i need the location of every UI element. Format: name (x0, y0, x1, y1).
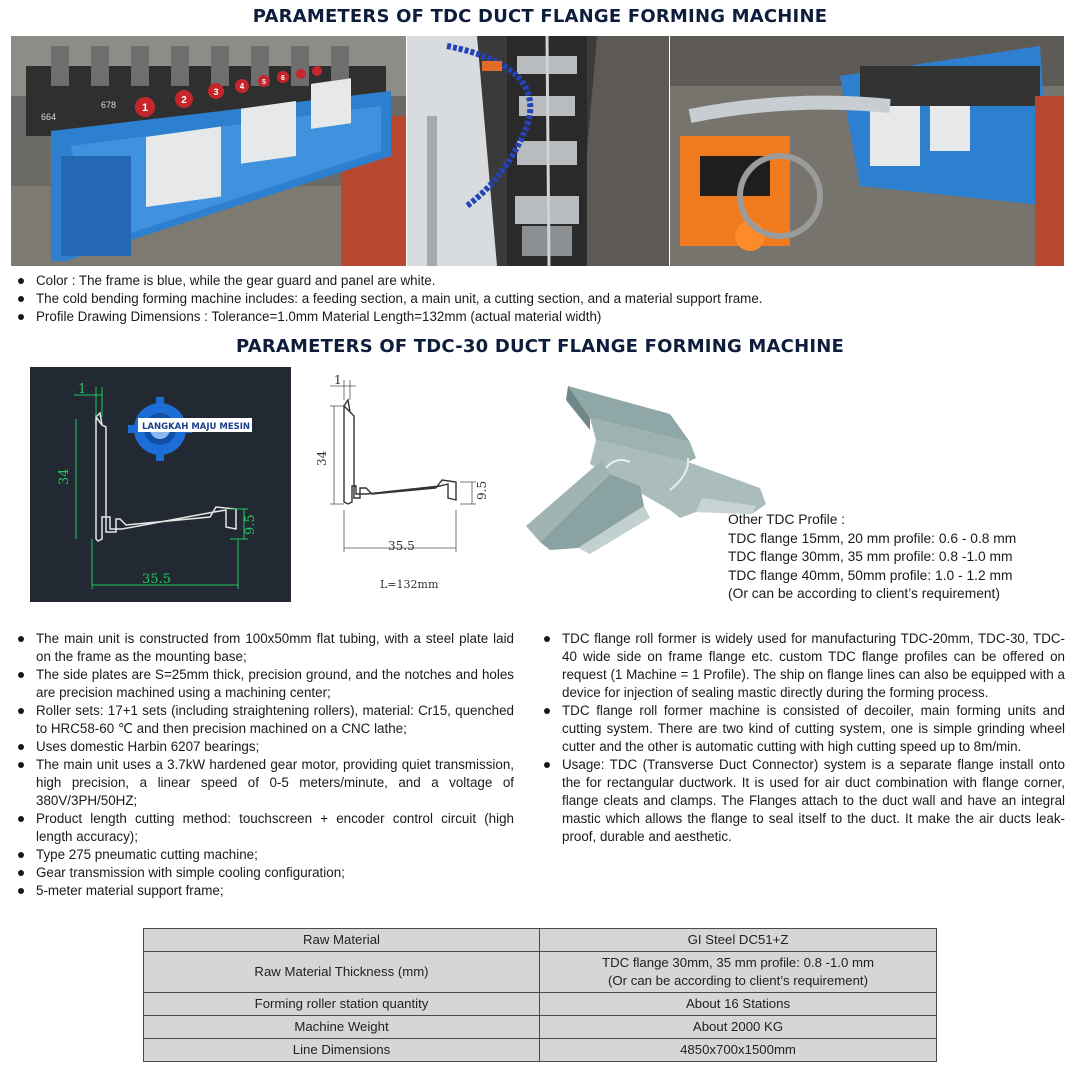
station-number: 1 (141, 102, 149, 114)
station-number: 5 (262, 79, 266, 86)
table-cell-key: Raw Material (144, 929, 540, 952)
table-row (144, 929, 937, 952)
list-item: Color : The frame is blue, while the gear guard and panel are white. (14, 272, 1064, 290)
page-title: PARAMETERS OF TDC DUCT FLANGE FORMING MACHINE (252, 6, 828, 27)
feature-list-top (14, 272, 1064, 326)
list-item: TDC flange roll former machine is consisted of decoiler, main forming units and cutting system. There are two kind of cutting system, one is simple grinding wheel cutter and the other is automatic cutting with high cutting speed up to 8m/min. (540, 702, 1065, 756)
list-item: 5-meter material support frame; (14, 882, 514, 900)
list-item: The side plates are S=25mm thick, precision ground, and the notches and holes are precision machined using a machining center; (14, 666, 514, 702)
table-cell-key: Raw Material Thickness (mm) (144, 952, 540, 993)
dim-height-label: 34 (315, 450, 329, 466)
table-cell-value: GI Steel DC51+Z (540, 929, 937, 952)
station-number: 6 (281, 75, 285, 82)
list-item: Usage: TDC (Transverse Duct Connector) system is a separate flange install onto the for rectangular ductwork. It is used for air duct combination with flange corner, flange cleats and clamps. The Flanges attach to the duct wall and have an integral mastic which allows the flange to seal itself to the duct. It make the air ducts leak-proof, durable and aesthetic. (540, 756, 1065, 846)
table-cell-value-line: TDC flange 30mm, 35 mm profile: 0.8 -1.0 mm (602, 955, 874, 970)
list-item: TDC flange roll former is widely used for manufacturing TDC-20mm, TDC-30, TDC-40 wide side on frame flange etc. custom TDC flange profiles can be offered on request (1 Machine = 1 Profile). The ship on flange lines can also be equipped with a device for injection of sealing mastic directly during the forming process. (540, 630, 1065, 702)
station-number: 3 (213, 87, 219, 97)
station-number: 4 (239, 82, 245, 91)
other-profile-line: TDC flange 40mm, 50mm profile: 1.0 - 1.2 mm (728, 567, 1013, 583)
dim-width-label: 35.5 (142, 572, 171, 587)
list-item: Type 275 pneumatic cutting machine; (14, 846, 514, 864)
section-title: PARAMETERS OF TDC-30 DUCT FLANGE FORMING MACHINE (236, 336, 844, 357)
table-cell-value: About 2000 KG (540, 1016, 937, 1039)
profile-drawing-light (300, 370, 500, 600)
company-logo (128, 397, 252, 461)
dim-width-label: 35.5 (388, 539, 415, 553)
dim-top-label: 1 (334, 373, 342, 387)
other-profile-heading: Other TDC Profile : (728, 512, 846, 527)
table-cell-key: Forming roller station quantity (144, 993, 540, 1016)
dim-height-label: 34 (57, 468, 72, 485)
table-cell-value: 4850x700x1500mm (540, 1039, 937, 1062)
dim-top-label: 1 (78, 382, 87, 397)
other-profile-line: TDC flange 15mm, 20 mm profile: 0.6 - 0.8 mm (728, 530, 1017, 546)
list-item: Gear transmission with simple cooling configuration; (14, 864, 514, 882)
spec-table (143, 928, 937, 1062)
list-item: Uses domestic Harbin 6207 bearings; (14, 738, 514, 756)
list-item: The main unit uses a 3.7kW hardened gear motor, providing quiet transmission, high precision, a linear speed of 0-5 meters/minute, and a voltage of 380V/3PH/50HZ; (14, 756, 514, 810)
table-cell-value (540, 952, 937, 993)
length-label: L=132mm (380, 578, 439, 591)
table-row (144, 1039, 937, 1062)
table-cell-value-line: (Or can be according to client’s requirement) (608, 973, 868, 988)
table-cell-value: About 16 Stations (540, 993, 937, 1016)
table-row (144, 1016, 937, 1039)
table-row (144, 952, 937, 993)
description-list (540, 630, 1065, 846)
other-profile-line: TDC flange 30mm, 35 mm profile: 0.8 -1.0 mm (728, 549, 1013, 564)
dim-lip-label: 9.5 (243, 514, 258, 535)
list-item: The cold bending forming machine includes: a feeding section, a main unit, a cutting section, and a material support frame. (14, 290, 1064, 308)
other-profile-line: (Or can be according to client’s requirement) (728, 586, 1000, 601)
list-item: Roller sets: 17+1 sets (including straightening rollers), material: Cr15, quenched to HRC58-60 ℃ and then precision machined on a CNC lathe; (14, 702, 514, 738)
table-row (144, 993, 937, 1016)
machine-photo-front (11, 36, 406, 266)
table-cell-key: Line Dimensions (144, 1039, 540, 1062)
part-tag: 678 (101, 100, 117, 110)
svg-text:LANGKAH MAJU MESIN: LANGKAH MAJU MESIN (142, 422, 251, 432)
list-item: The main unit is constructed from 100x50mm flat tubing, with a steel plate laid on the frame as the mounting base; (14, 630, 514, 666)
dim-lip-label: 9.5 (475, 480, 489, 500)
list-item: Product length cutting method: touchscreen + encoder control circuit (high length accuracy); (14, 810, 514, 846)
part-tag: 664 (41, 112, 57, 122)
machine-photo-cutter (670, 36, 1064, 266)
other-profile-note (728, 511, 1016, 604)
station-number: 2 (181, 95, 187, 106)
profile-drawing-dark (30, 367, 291, 602)
list-item: Profile Drawing Dimensions : Tolerance=1.0mm Material Length=132mm (actual material width) (14, 308, 1064, 326)
machine-spec-list (14, 630, 514, 900)
machine-photo-rollers (407, 36, 669, 266)
table-cell-key: Machine Weight (144, 1016, 540, 1039)
